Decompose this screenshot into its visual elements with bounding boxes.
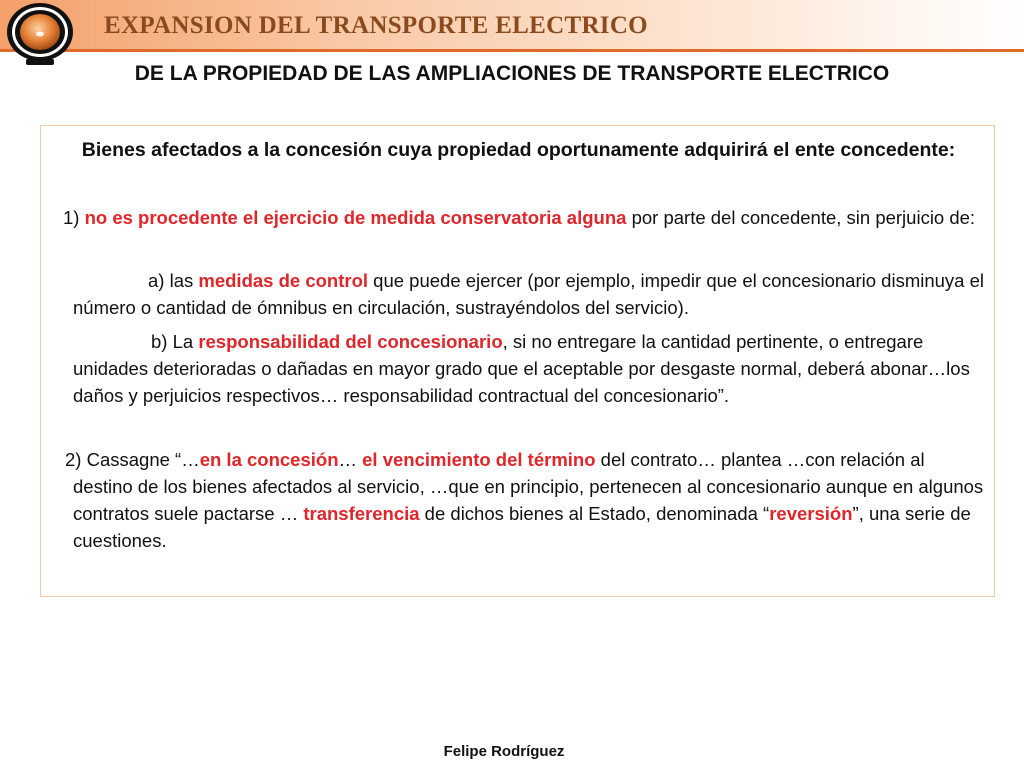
- item-2-highlight-1: en la concesión: [199, 449, 339, 470]
- item-b-highlight: responsabilidad del concesionario: [198, 331, 503, 352]
- content-box: [40, 125, 995, 597]
- orange-sphere-logo-icon: [4, 1, 76, 67]
- slide-subtitle: DE LA PROPIEDAD DE LAS AMPLIACIONES DE TRANSPORTE ELECTRICO: [134, 62, 890, 85]
- item-1-highlight: no es procedente el ejercicio de medida conservatoria alguna: [84, 207, 627, 228]
- box-heading-text: Bienes afectados a la concesión cuya propiedad oportunamente adquirirá el ente concedente:: [81, 139, 956, 161]
- header-divider: [0, 49, 1024, 52]
- item-a-prefix: a) las: [148, 270, 199, 291]
- item-1-number: 1): [63, 207, 85, 228]
- item-2-prefix: 2) Cassagne “…: [65, 449, 200, 470]
- footer-author: Felipe Rodríguez: [443, 743, 565, 760]
- box-heading: [41, 136, 996, 165]
- item-2-text-end: ”, una serie de cuestiones.: [73, 503, 971, 551]
- item-2-text-2: del contrato… plantea …con relación al destino de los bienes afectados al servicio, …que en principio, pertenecen al concesionario aunque en algunos contratos suele pactarse …: [73, 449, 984, 524]
- paragraph-item-a: [73, 267, 988, 321]
- item-a-highlight: medidas de control: [198, 270, 369, 291]
- item-1-text: por parte del concedente, sin perjuicio de:: [626, 207, 976, 228]
- item-2-highlight-2: el vencimiento del término: [362, 449, 596, 470]
- paragraph-item-b: [73, 328, 988, 409]
- item-b-text: , si no entregare la cantidad pertinente, o entregare unidades deterioradas o dañadas en mayor grado que el aceptable por desgaste normal, deberá abonar…los daños y perjuicios respectivos… responsabilidad contractual del concesionario”.: [73, 331, 970, 406]
- item-2-text-1: …: [338, 449, 363, 470]
- item-2-highlight-4: reversión: [769, 503, 853, 524]
- paragraph-item-2: [65, 446, 986, 554]
- item-2-highlight-3: transferencia: [303, 503, 420, 524]
- item-b-prefix: b) La: [151, 331, 199, 352]
- slide-header-title: EXPANSION DEL TRANSPORTE ELECTRICO: [104, 12, 648, 39]
- item-a-text: que puede ejercer (por ejemplo, impedir que el concesionario disminuya el número o cantidad de ómnibus en circulación, sustrayéndolos del servicio).: [73, 270, 984, 318]
- paragraph-item-1: [63, 204, 988, 231]
- item-2-text-3: de dichos bienes al Estado, denominada “: [419, 503, 770, 524]
